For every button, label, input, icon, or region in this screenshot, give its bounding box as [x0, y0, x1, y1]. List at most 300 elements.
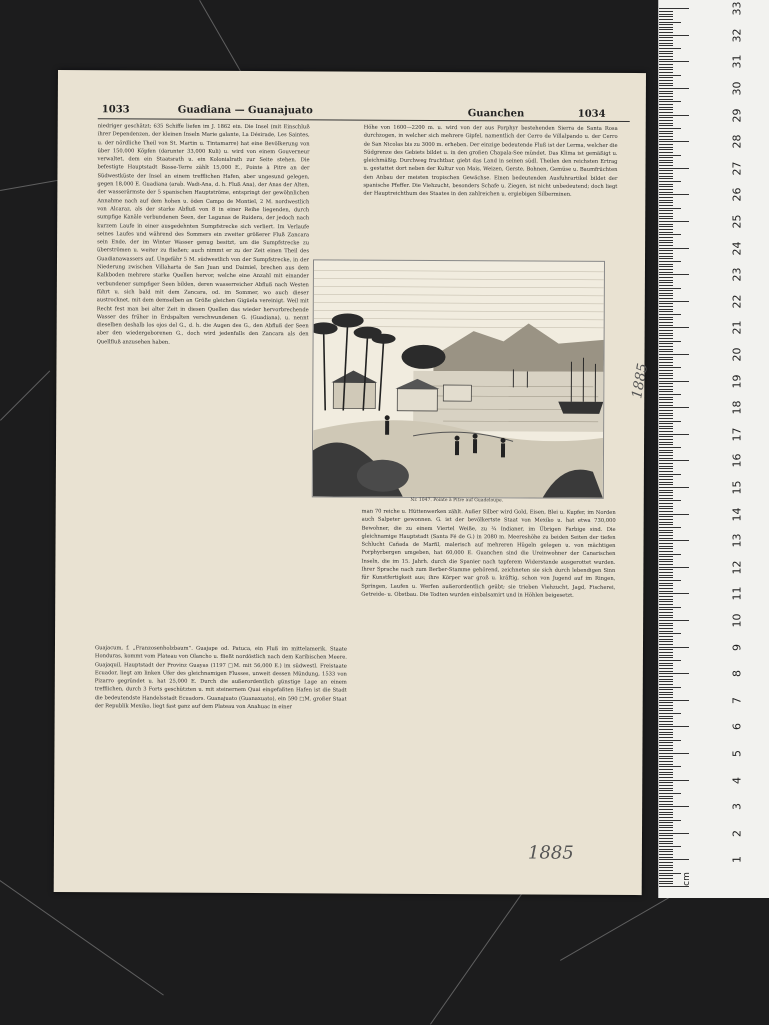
ruler-number: 23: [731, 265, 744, 285]
ruler-tick: [659, 250, 673, 251]
ruler-tick: [659, 785, 673, 786]
ruler-tick: [659, 444, 673, 445]
ruler-tick: [659, 421, 681, 422]
ruler-tick: [659, 527, 681, 528]
ruler-tick: [659, 341, 681, 342]
ruler-tick: [659, 676, 673, 677]
ruler-tick: [659, 178, 673, 179]
ruler-tick: [659, 133, 673, 134]
ruler-tick: [659, 857, 673, 858]
ruler-tick: [659, 452, 673, 453]
ruler-tick: [659, 492, 673, 493]
ruler-tick: [659, 604, 673, 605]
ruler-tick: [659, 152, 673, 153]
ruler-tick: [659, 43, 673, 44]
ruler-tick: [659, 327, 689, 328]
ruler-tick: [659, 577, 673, 578]
illustration-caption: Nr. 1047. Pointe à Pitre auf Guadeloupe.: [312, 497, 602, 504]
ruler-tick: [659, 338, 673, 339]
ruler-tick: [659, 274, 689, 275]
ruler-tick: [659, 697, 673, 698]
ruler-tick: [659, 136, 673, 137]
body-text: man 70 reiche u. Hüttenwerken zählt. Außer Silber wird Gold, Eisen, Blei u. Kupfer, im Norden auch Salpeter gewonnen. G. ist der bevölkertste Staat von Mexiko u. hat etwa 730,000 Bewohner, die zu einem Viertel Weiße, zu ¾ Indianer, im Übrigen Farbige sind. Die gleichnamige Hauptstadt (Santa Fé de G.) in 2080 m. Meereshöhe zu beiden Seiten der tiefen Schlucht Cañada de Marfil, malerisch auf mehreren Hügeln gelegen u. von mächtigen Porphyrbergen umgeben, hat 60,000 E. Guanchen sind die Ureinwohner der Canarischen Inseln, die im 15. Jahrh. durch die Spanier nach tapferem Widerstande ausgerottet wurden. Ihrer Sprache nach zum Berber-Stamme gehörend, zeichneten sie sich durch lebendigen Sinn für Kunstfertigkeit aus; ihre Körper war groß u. kräftig, schon von Jugend auf im Ringen, Springen, Laufen u. Werfen außerordentlich geübt; sie trieben Viehzucht, Jagd, Fischerei, Getreide- u. Obstbau. Die Todten wurden einbalsamirt und in Höhlen beigesetzt.: [361, 508, 615, 601]
text-column-left-bottom: [94, 644, 347, 845]
ruler-tick: [659, 346, 673, 347]
ruler-tick: [659, 506, 673, 507]
ruler-tick: [659, 790, 673, 791]
ruler-tick: [659, 742, 673, 743]
ruler-number: 24: [731, 238, 744, 258]
ruler-number: 22: [731, 291, 744, 311]
ruler-number: 3: [731, 797, 744, 817]
ruler-tick: [659, 442, 673, 443]
ruler-tick: [659, 615, 673, 616]
ruler-tick: [659, 29, 673, 30]
ruler-tick: [659, 737, 673, 738]
ruler-tick: [659, 240, 673, 241]
ruler-tick: [659, 75, 681, 76]
ruler-tick: [659, 194, 689, 195]
ruler-tick: [659, 851, 673, 852]
ruler-tick: [659, 131, 673, 132]
ruler-tick: [659, 375, 673, 376]
ruler-tick: [659, 99, 673, 100]
ruler-number: 29: [731, 105, 744, 125]
ruler-tick: [659, 189, 673, 190]
ruler-tick: [659, 745, 673, 746]
ruler-tick: [659, 556, 673, 557]
ruler-tick: [659, 22, 681, 23]
ruler-tick: [659, 428, 673, 429]
ruler-tick: [659, 833, 689, 834]
ruler-tick: [659, 93, 673, 94]
ruler-tick: [659, 293, 673, 294]
ruler-tick: [659, 221, 689, 222]
ruler-number: 8: [731, 664, 744, 684]
text-column-left-top: [95, 122, 310, 643]
ruler-tick: [659, 532, 673, 533]
ruler-tick: [659, 383, 673, 384]
ruler-tick: [659, 197, 673, 198]
ruler-tick: [659, 482, 673, 483]
ruler-number: 26: [731, 185, 744, 205]
ruler-tick: [659, 107, 673, 108]
ruler-tick: [659, 708, 673, 709]
ruler-tick: [659, 317, 673, 318]
ruler-tick: [659, 625, 673, 626]
ruler-tick: [659, 45, 673, 46]
ruler-tick: [659, 386, 673, 387]
ruler-tick: [659, 835, 673, 836]
encyclopedia-page: [54, 70, 646, 895]
measuring-ruler: [658, 0, 769, 898]
ruler-tick: [659, 524, 673, 525]
ruler-number: 31: [731, 52, 744, 72]
ruler-tick: [659, 192, 673, 193]
marble-vein: [0, 880, 164, 996]
ruler-tick: [659, 567, 689, 568]
ruler-tick: [659, 434, 689, 435]
ruler-tick: [659, 476, 673, 477]
ruler-tick: [659, 591, 673, 592]
ruler-tick: [659, 726, 689, 727]
ruler-number: 16: [731, 451, 744, 471]
ruler-tick: [659, 232, 673, 233]
ruler-tick: [659, 91, 673, 92]
ruler-tick: [659, 859, 689, 860]
ruler-tick: [659, 248, 689, 249]
ruler-tick: [659, 750, 673, 751]
ruler-tick: [659, 649, 673, 650]
marble-vein: [0, 371, 50, 421]
ruler-tick: [659, 758, 673, 759]
ruler-tick: [659, 575, 673, 576]
ruler-tick: [659, 117, 673, 118]
ruler-tick: [659, 554, 681, 555]
ruler-tick: [659, 35, 689, 36]
ruler-tick: [659, 365, 673, 366]
ruler-number: 19: [731, 371, 744, 391]
ruler-tick: [659, 716, 673, 717]
ruler-tick: [659, 700, 689, 701]
ruler-tick: [659, 500, 681, 501]
ruler-tick: [659, 224, 673, 225]
ruler-tick: [659, 466, 673, 467]
ruler-tick: [659, 88, 689, 89]
ruler-tick: [659, 120, 673, 121]
ruler-tick: [659, 710, 673, 711]
ruler-tick: [659, 32, 673, 33]
ruler-tick: [659, 439, 673, 440]
ruler-tick: [659, 109, 673, 110]
ruler-tick: [659, 620, 689, 621]
ruler-tick: [659, 756, 673, 757]
ruler-tick: [659, 288, 681, 289]
ruler-tick: [659, 471, 673, 472]
ruler-tick: [659, 822, 673, 823]
ruler-number: 25: [731, 212, 744, 232]
ruler-tick: [659, 301, 689, 302]
ruler-tick: [659, 431, 673, 432]
ruler-tick: [659, 511, 673, 512]
ruler-tick: [659, 873, 681, 874]
ruler-tick: [659, 51, 673, 52]
ruler-tick: [659, 516, 673, 517]
ruler-tick: [659, 149, 673, 150]
ruler-tick: [659, 599, 673, 600]
ruler-tick: [659, 607, 681, 608]
ruler-tick: [659, 72, 673, 73]
ruler-tick: [659, 202, 673, 203]
ruler-tick: [659, 684, 673, 685]
body-text: niedriger geschätzt; 635 Schiffe liefen im J. 1862 ein. Die Insel (mit Einschluß ihrer Dependenzen, der kleinen Inseln Marie galante, La Désirade, Les Saintes, u. der nördliche Theil von St. Martin u. Tintamarre) hat eine Bevölkerung von über 150,000 Köpfen (darunter 33,000 Kuli) u. wird von einem Gouverneur verwaltet, dem ein Staatsrath u. ein Kolonialrath zur Seite stehen. Die befestigte Hauptstadt Basse-Terre zählt 15,000 E., Pointe à Pitre an der Südwestküste der Insel an einem trefflichen Hafen, aber ungesund gelegen, gegen 18,000 E. Guadiana (arab. Wadi-Ana, d. h. Fluß Ana), der Anas der Alten, der wasserärmste der 5 spanischen Hauptströme, entspringt der gewöhnlichen Annahme nach auf dem hohen u. öden Campo de Montiel, 2 M. nordwestlich von Alcaraz, als der starke Abfluß von 8 in einer Reihe liegenden, durch sumpfige Kanäle verbundenen Seen, der Lagunas de Ruidera, der jedoch nach kurzem Laufe in einer ausgedehnten Sumpfstrecke sich verliert. Im Verlaufe seines Laufes und während des Sommers ein zweiter größerer Fluß Zancara sein Ende, der im Winter Wasser genug besitzt, um die Sumpfstrecke zu überströmen u. weiter zu fließen; auch nimmt er zu der Zeit einen Theil des Guadianawassers auf. Ungefähr 5 M. südwestlich von der Sumpfstrecke, in der Niederung zwischen Villaharta de San Juan und Daimiel, brechen aus dem Kalkboden mehrere starke Quellen hervor, welche eine Anzahl mit einander verbundener sumpfiger Seen bilden, deren wasserreicher Abfluß nach Westen führt u. sich bald mit dem Zancara, od. im Sommer, wo auch dieser austrocknet, mit dem demselben an Größe gleichen Gigüela vereinigt. Weil mit Recht fest man bei alter Zeit in diesen Quellen das wieder hervorbrechende Wasser des früher in Erdspalten verschwundenen G. (Guadiana), u. nennt dieselben deshalb los ojos del G., d. h. die Augen des G., den Abfluß der Seen aber den wiedergeborenen G., doch wird jedenfalls den Zancara als den Quellfluß anzusehen haben.: [97, 122, 310, 347]
ruler-tick: [659, 878, 673, 879]
ruler-tick: [659, 585, 673, 586]
ruler-tick: [659, 862, 673, 863]
ruler-tick: [659, 508, 673, 509]
ruler-tick: [659, 123, 673, 124]
ruler-tick: [659, 561, 673, 562]
ruler-tick: [659, 806, 689, 807]
ruler-tick: [659, 798, 673, 799]
ruler-tick: [659, 367, 681, 368]
ruler-tick: [659, 458, 673, 459]
ruler-tick: [659, 426, 673, 427]
ruler-tick: [659, 551, 673, 552]
ruler-tick: [659, 583, 673, 584]
ruler-tick: [659, 69, 673, 70]
ruler-tick: [659, 173, 673, 174]
ruler-tick: [659, 484, 673, 485]
ruler-tick: [659, 774, 673, 775]
ruler-number: 30: [731, 79, 744, 99]
ruler-tick: [659, 740, 681, 741]
ruler-tick: [659, 641, 673, 642]
ruler-tick: [659, 596, 673, 597]
ruler-tick: [659, 660, 681, 661]
ruler-tick: [659, 343, 673, 344]
ruler-tick: [659, 846, 681, 847]
ruler-tick: [659, 854, 673, 855]
ruler-tick: [659, 455, 673, 456]
ruler-tick: [659, 280, 673, 281]
ruler-tick: [659, 668, 673, 669]
ruler-tick: [659, 11, 673, 12]
ruler-tick: [659, 349, 673, 350]
ruler-tick: [659, 277, 673, 278]
ruler-tick: [659, 713, 681, 714]
ruler-tick: [659, 559, 673, 560]
ruler-number: 33: [731, 0, 744, 19]
harbor-scene-engraving: [313, 260, 604, 498]
ruler-number: 9: [731, 637, 744, 657]
ruler-tick: [659, 397, 673, 398]
ruler-tick: [659, 867, 673, 868]
ruler-tick: [659, 407, 689, 408]
pencil-date-note: 1885: [528, 842, 574, 863]
ruler-tick: [659, 814, 673, 815]
ruler-unit-label: cm: [682, 872, 692, 886]
ruler-tick: [659, 447, 681, 448]
ruler-tick: [659, 303, 673, 304]
ruler-number: 21: [731, 318, 744, 338]
ruler-tick: [659, 804, 673, 805]
ruler-tick: [659, 141, 689, 142]
ruler-tick: [659, 48, 681, 49]
ruler-tick: [659, 530, 673, 531]
ruler-tick: [659, 128, 681, 129]
ruler-tick: [659, 655, 673, 656]
ruler-tick: [659, 319, 673, 320]
ruler-tick: [659, 24, 673, 25]
text-column-right-bottom: [360, 508, 616, 839]
ruler-tick: [659, 838, 673, 839]
page-number-left: 1033: [102, 104, 130, 115]
ruler-tick: [659, 663, 673, 664]
ruler-tick: [659, 96, 673, 97]
ruler-number: 15: [731, 478, 744, 498]
ruler-tick: [659, 543, 673, 544]
ruler-number: 28: [731, 132, 744, 152]
ruler-number: 18: [731, 398, 744, 418]
ruler-tick: [659, 325, 673, 326]
ruler-tick: [659, 333, 673, 334]
ruler-tick: [659, 306, 673, 307]
ruler-tick: [659, 631, 673, 632]
ruler-tick: [659, 27, 673, 28]
ruler-tick: [659, 357, 673, 358]
ruler-tick: [659, 389, 673, 390]
ruler-tick: [659, 463, 673, 464]
ruler-tick: [659, 19, 673, 20]
ruler-tick: [659, 381, 689, 382]
ruler-tick: [659, 210, 673, 211]
ruler-tick: [659, 77, 673, 78]
ruler-tick: [659, 373, 673, 374]
ruler-tick: [659, 253, 673, 254]
ruler-tick: [659, 881, 673, 882]
marble-vein: [430, 893, 523, 1025]
ruler-tick: [659, 628, 673, 629]
ruler-tick: [659, 825, 673, 826]
ruler-tick: [659, 237, 673, 238]
ruler-tick: [659, 788, 673, 789]
ruler-number: 5: [731, 744, 744, 764]
ruler-tick: [659, 155, 681, 156]
ruler-tick: [659, 436, 673, 437]
ruler-tick: [659, 226, 673, 227]
ruler-tick: [659, 67, 673, 68]
ruler-tick: [659, 242, 673, 243]
ruler-tick: [659, 827, 673, 828]
ruler-tick: [659, 104, 673, 105]
pencil-margin-note: 1885: [629, 362, 651, 400]
ruler-tick: [659, 282, 673, 283]
ruler-tick: [659, 546, 673, 547]
ruler-tick: [659, 162, 673, 163]
ruler-number: 7: [731, 690, 744, 710]
ruler-tick: [659, 56, 673, 57]
ruler-tick: [659, 753, 689, 754]
ruler-tick: [659, 330, 673, 331]
ruler-tick: [659, 309, 673, 310]
ruler-tick: [659, 14, 673, 15]
ruler-tick: [659, 883, 673, 884]
ruler-tick: [659, 692, 673, 693]
ruler-tick: [659, 351, 673, 352]
ruler-number: 4: [731, 770, 744, 790]
ruler-tick: [659, 16, 673, 17]
ruler-tick: [659, 468, 673, 469]
ruler-tick: [659, 865, 673, 866]
ruler-tick: [659, 157, 673, 158]
ruler-tick: [659, 766, 681, 767]
ruler-tick: [659, 694, 673, 695]
ruler-tick: [659, 362, 673, 363]
body-text: Höhe von 1600—2200 m. u. wird von der aus Porphyr bestehenden Sierra de Santa Rosa durchzogen, in welcher sich mehrere Gipfel, namentlich der Cerro de Villalpando u. der Cerro de San Nicolas bis zu 3000 m. erheben. Der einzige bedeutende Fluß ist der Lerma, welcher die Südgrenze des Gebiets bildet u. in den großen Chapala-See mündet. Das Klima ist gemäßigt u. gleichmäßig. Durchweg fruchtbar, giebt das Land in seinen südl. Theilen den reichsten Ertrag u. gestattet dort neben der Kultur von Mais, Weizen, Gerste, Bohnen, Gemüse u. Baumfrüchten den Anbau der meisten tropischen Gewächse. Einen bedeutenden Ausfuhrartikel bildet der spanische Pfeffer. Die Viehzucht, besonders Schafe u. Ziegen, ist nicht unbedeutend; doch liegt der Hauptreichthum des Staates in den zahlreichen u. ergiebigen Silberminen.: [363, 124, 617, 200]
ruler-tick: [659, 394, 681, 395]
ruler-number: 13: [731, 531, 744, 551]
ruler-tick: [659, 139, 673, 140]
ruler-tick: [659, 479, 673, 480]
ruler-tick: [659, 40, 673, 41]
ruler-tick: [659, 160, 673, 161]
ruler-tick: [659, 817, 673, 818]
ruler-tick: [659, 644, 673, 645]
ruler-tick: [659, 354, 689, 355]
ruler-tick: [659, 498, 673, 499]
ruler-number: 20: [731, 345, 744, 365]
ruler-tick: [659, 780, 689, 781]
ruler-number: 10: [731, 611, 744, 631]
ruler-tick: [659, 61, 689, 62]
ruler-tick: [659, 748, 673, 749]
ruler-tick: [659, 415, 673, 416]
ruler-tick: [659, 721, 673, 722]
ruler-tick: [659, 652, 673, 653]
ruler-tick: [659, 601, 673, 602]
ruler-tick: [659, 101, 681, 102]
ruler-tick: [659, 399, 673, 400]
ruler-tick: [659, 378, 673, 379]
ruler-tick: [659, 8, 689, 9]
ruler-tick: [659, 474, 681, 475]
running-title-left: Guadiana — Guanajuato: [178, 105, 313, 117]
ruler-tick: [659, 764, 673, 765]
ruler-tick: [659, 80, 673, 81]
ruler-number: 1: [731, 850, 744, 870]
ruler-number: 32: [731, 25, 744, 45]
ruler-tick: [659, 410, 673, 411]
ruler-tick: [659, 777, 673, 778]
ruler-tick: [659, 593, 689, 594]
ruler-number: 12: [731, 557, 744, 577]
ruler-tick: [659, 314, 681, 315]
ruler-tick: [659, 125, 673, 126]
ruler-tick: [659, 311, 673, 312]
ruler-tick: [659, 322, 673, 323]
ruler-tick: [659, 208, 681, 209]
ruler-tick: [659, 144, 673, 145]
ruler-tick: [659, 875, 673, 876]
ruler-tick: [659, 732, 673, 733]
ruler-tick: [659, 782, 673, 783]
page-number-right: 1034: [578, 109, 606, 120]
ruler-tick: [659, 503, 673, 504]
ruler-tick: [659, 796, 673, 797]
ruler-tick: [659, 418, 673, 419]
ruler-tick: [659, 617, 673, 618]
ruler-tick: [659, 261, 681, 262]
ruler-tick: [659, 886, 689, 887]
ruler-tick: [659, 59, 673, 60]
ruler-tick: [659, 85, 673, 86]
ruler-tick: [659, 761, 673, 762]
ruler-tick: [659, 460, 689, 461]
ruler-tick: [659, 841, 673, 842]
ruler-tick: [659, 812, 673, 813]
ruler-tick: [659, 213, 673, 214]
ruler-tick: [659, 290, 673, 291]
ruler-tick: [659, 609, 673, 610]
ruler-tick: [659, 370, 673, 371]
ruler-tick: [659, 718, 673, 719]
ruler-tick: [659, 702, 673, 703]
ruler-tick: [659, 495, 673, 496]
ruler-tick: [659, 402, 673, 403]
ruler-tick: [659, 258, 673, 259]
ruler-number: 2: [731, 823, 744, 843]
